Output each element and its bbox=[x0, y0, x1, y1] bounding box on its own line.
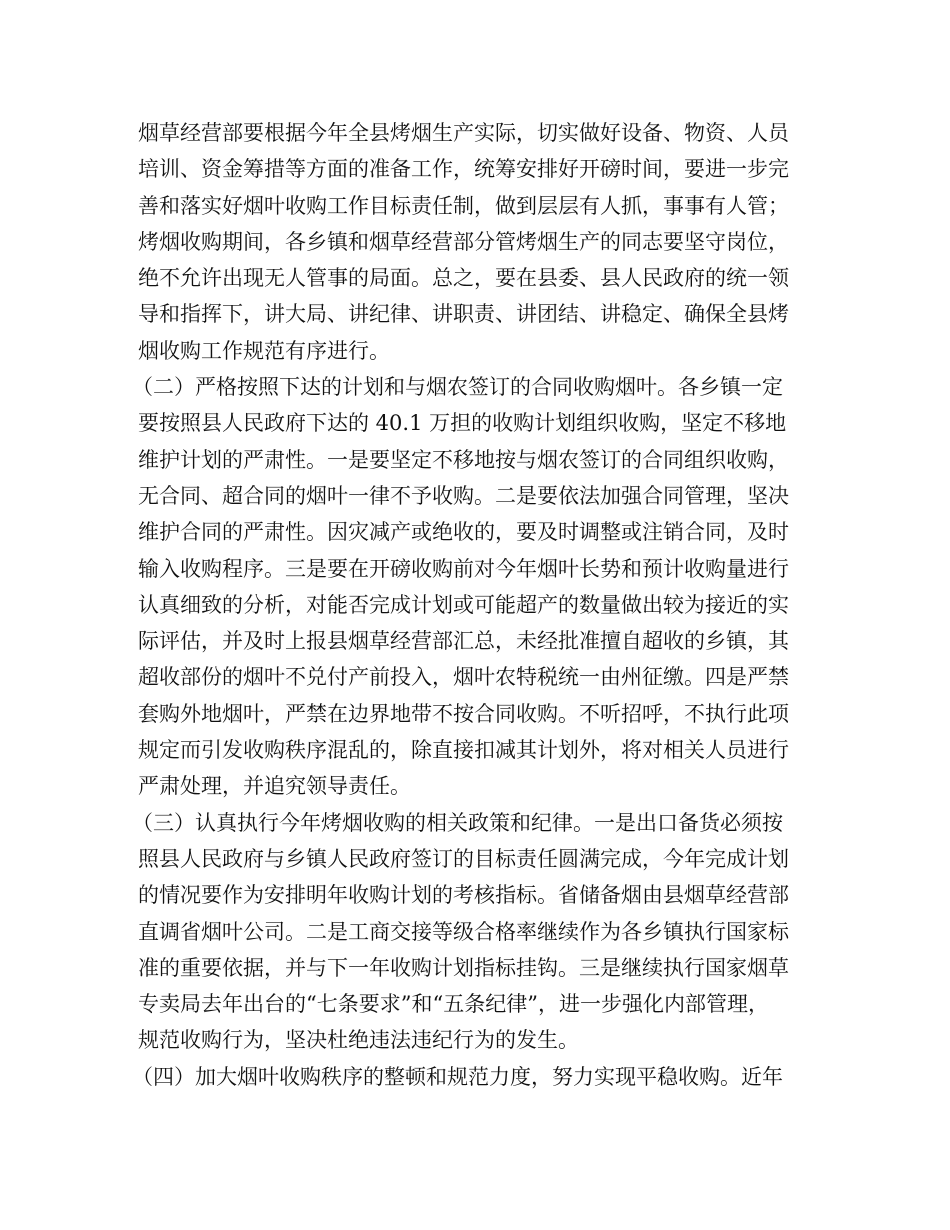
text-line: 的情况要作为安排明年收购计划的考核指标。省储备烟由县烟草经营部 bbox=[138, 883, 789, 908]
text-line: 要按照县人民政府下达的 40.1 万担的收购计划组织收购，坚定不移地 bbox=[138, 411, 787, 436]
text-line: 维护计划的严肃性。一是要坚定不移地按与烟农签订的合同组织收购， bbox=[138, 447, 789, 472]
text-line: 烤烟收购期间，各乡镇和烟草经营部分管烤烟生产的同志要坚守岗位， bbox=[138, 229, 789, 254]
text-line: 输入收购程序。三是要在开磅收购前对今年烟叶长势和预计收购量进行 bbox=[138, 556, 789, 581]
section-heading-line: （四）加大烟叶收购秩序的整顿和规范力度，努力实现平稳收购。近年 bbox=[132, 1064, 783, 1089]
text-line: 认真细致的分析，对能否完成计划或可能超产的数量做出较为接近的实 bbox=[138, 592, 789, 617]
text-line: 照县人民政府与乡镇人民政府签订的目标责任圆满完成，今年完成计划 bbox=[138, 846, 789, 871]
text-line: 规范收购行为，坚决杜绝违法违纪行为的发生。 bbox=[138, 1028, 579, 1053]
text-line: 套购外地烟叶，严禁在边界地带不按合同收购。不听招呼，不执行此项 bbox=[138, 701, 789, 726]
text-line: 烟收购工作规范有序进行。 bbox=[138, 338, 390, 363]
text-line: 超收部份的烟叶不兑付产前投入，烟叶农特税统一由州征缴。四是严禁 bbox=[138, 665, 789, 690]
text-line: 维护合同的严肃性。因灾减产或绝收的，要及时调整或注销合同，及时 bbox=[138, 520, 789, 545]
text-line: 无合同、超合同的烟叶一律不予收购。二是要依法加强合同管理，坚决 bbox=[138, 483, 789, 508]
body-text bbox=[132, 115, 818, 1095]
text-line: 规定而引发收购秩序混乱的，除直接扣减其计划外，将对相关人员进行 bbox=[138, 738, 789, 763]
text-line: 准的重要依据，并与下一年收购计划指标挂钩。三是继续执行国家烟草 bbox=[138, 955, 789, 980]
text-line: 善和落实好烟叶收购工作目标责任制，做到层层有人抓，事事有人管； bbox=[138, 193, 789, 218]
section-heading-line: （二）严格按照下达的计划和与烟农签订的合同收购烟叶。各乡镇一定 bbox=[132, 375, 783, 400]
text-line: 绝不允许出现无人管事的局面。总之，要在县委、县人民政府的统一领 bbox=[138, 266, 789, 291]
text-line: 专卖局去年出台的“七条要求”和“五条纪律”，进一步强化内部管理， bbox=[138, 992, 769, 1017]
text-line: 际评估，并及时上报县烟草经营部汇总，未经批准擅自超收的乡镇，其 bbox=[138, 629, 789, 654]
text-line: 导和指挥下，讲大局、讲纪律、讲职责、讲团结、讲稳定、确保全县烤 bbox=[138, 302, 789, 327]
section-heading-line: （三）认真执行今年烤烟收购的相关政策和纪律。一是出口备货必须按 bbox=[132, 810, 783, 835]
text-line: 严肃处理，并追究领导责任。 bbox=[138, 774, 411, 799]
text-line: 烟草经营部要根据今年全县烤烟生产实际，切实做好设备、物资、人员 bbox=[138, 121, 789, 145]
text-line: 培训、资金筹措等方面的准备工作，统筹安排好开磅时间，要进一步完 bbox=[138, 157, 789, 182]
text-line: 直调省烟叶公司。二是工商交接等级合格率继续作为各乡镇执行国家标 bbox=[138, 919, 789, 944]
